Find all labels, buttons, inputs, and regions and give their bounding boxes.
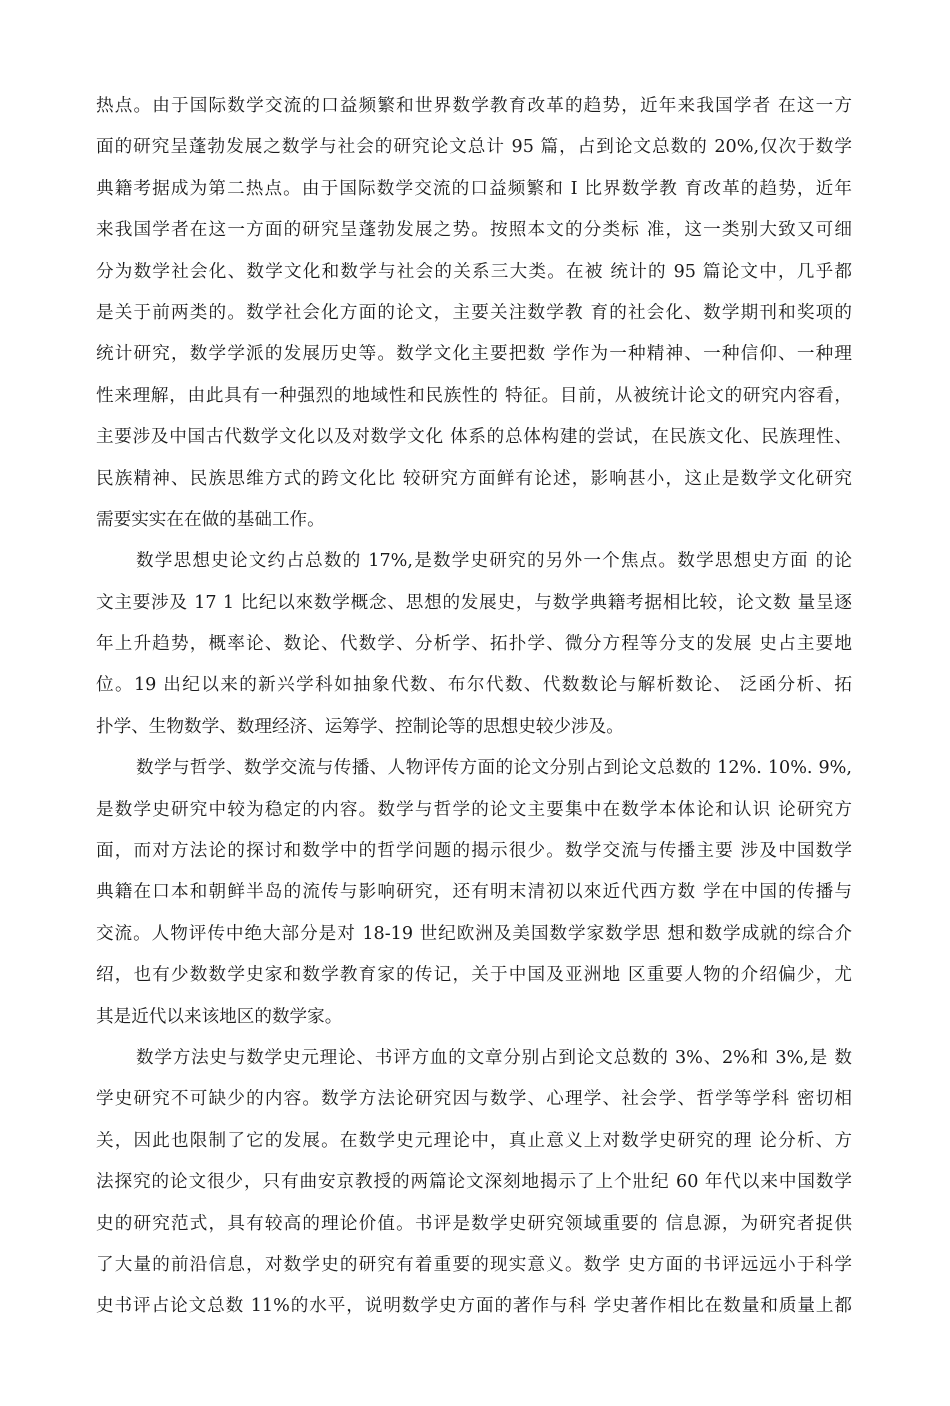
paragraph-philosophy-exchange-biography: [96, 748, 852, 1038]
paragraph-method-metatheory-reviews: [96, 1038, 852, 1328]
document-page: [96, 86, 852, 1328]
text-line: 面的研究呈蓬勃发展之数学与社会的研究论文总计 95 篇，占到论文总数的 20%,仅次于数学: [96, 137, 852, 158]
text-line: 民族精神、民族思维方式的跨文化比 较研究方面鲜有论述，影响甚小，这止是数学文化研究: [96, 468, 852, 489]
text-line: 面，而对方法论的探讨和数学中的哲学问题的揭示很少。数学交流与传播主要 涉及中国数学: [96, 841, 852, 862]
text-line: 了大量的前沿信息，对数学史的研究有着重要的现实意义。数学 史方面的书评远远小于科学: [96, 1254, 852, 1275]
text-line: 学史研究不可缺少的内容。数学方法论研究因与数学、心理学、社会学、哲学等学科 密切相: [96, 1089, 852, 1110]
text-line: 位。19 出纪以来的新兴学科如抽象代数、布尔代数、代数数论与解析数论、 泛函分析、拓: [96, 675, 852, 696]
paragraph-math-thought-history: [96, 541, 852, 748]
text-line: 其是近代以来该地区的数学家。: [96, 1006, 343, 1027]
paragraph-math-and-society: [96, 86, 852, 541]
text-line: 数学方法史与数学史元理论、书评方血的文章分别占到论文总数的 3%、2%和 3%,是 数: [136, 1047, 852, 1068]
text-line: 需要实实在在做的基础工作。: [96, 509, 325, 530]
text-line: 史书评占论文总数 11%的水平，说明数学史方面的著作与科 学史著作相比在数量和质量上都: [96, 1296, 852, 1317]
text-line: 年上升趋势，概率论、数论、代数学、分析学、拓扑学、微分方程等分支的发展 史占主要地: [96, 634, 852, 655]
text-line: 交流。人物评传中绝大部分是对 18-19 世纪欧洲及美国数学家数学思 想和数学成就的综合介: [96, 923, 852, 944]
text-line: 绍，也有少数数学史家和数学教育家的传记，关于中国及亚洲地 区重要人物的介绍偏少，尤: [96, 965, 852, 986]
text-line: 分为数学社会化、数学文化和数学与社会的关系三大类。在被 统计的 95 篇论文中，几乎都: [96, 261, 852, 282]
text-line: 数学思想史论文约占总数的 17%,是数学史研究的另外一个焦点。数学思想史方面 的论: [136, 551, 852, 572]
text-line: 数学与哲学、数学交流与传播、人物评传方面的论文分别占到论文总数的 12%. 10%. 9%,: [136, 758, 852, 779]
text-line: 史的研究范式，具有较高的理论价值。书评是数学史研究领域重要的 信息源，为研究者捉供: [96, 1213, 852, 1234]
text-line: 主要涉及中国古代数学文化以及对数学文化 体系的总体构建的尝试，在民族文化、民族理性、: [96, 427, 852, 448]
text-line: 关，因此也限制了它的发展。在数学史元理论中，真止意义上对数学史研究的理 论分析、方: [96, 1130, 852, 1151]
text-line: 来我国学者在这一方面的研究呈蓬勃发展之势。按照本文的分类标 准，这一类别大致又可细: [96, 220, 852, 241]
text-line: 文主要涉及 17 1 比纪以來数学概念、思想的发展史，与数学典籍考据相比较，论文数 量呈逐: [96, 592, 852, 613]
text-line: 是关于前两类的。数学社会化方面的论文，主要关注数学教 育的社会化、数学期刊和奖项的: [96, 302, 852, 323]
text-line: 统计研究，数学学派的发展历史等。数学文化主要把数 学作为一种精神、一种信仰、一种理: [96, 344, 852, 365]
text-line: 性来理解，由此具有一种强烈的地域性和民族性的 特征。目前，从被统计论文的研究内容看，: [96, 385, 852, 406]
text-line: 典籍在口本和朝鲜半岛的流传与影响研究，还有明末清初以來近代西方数 学在中国的传播与: [96, 882, 852, 903]
text-line: 法探究的论文很少，只有曲安京教授的两篇论文深刻地揭示了上个壯纪 60 年代以来中国数学: [96, 1172, 852, 1193]
text-line: 热点。由于国际数学交流的口益频繁和世界数学教育改革的趋势，近年来我国学者 在这一方: [96, 96, 852, 116]
text-line: 典籍考据成为第二热点。由于国际数学交流的口益频繁和 I 比界数学教 育改革的趋势，近年: [96, 178, 852, 199]
text-line: 是数学史研究中较为稳定的内容。数学与哲学的论文主要集中在数学本体论和认识 论研究方: [96, 799, 852, 820]
text-line: 扑学、生物数学、数理经济、运筹学、控制论等的思想史较少涉及。: [96, 716, 624, 737]
